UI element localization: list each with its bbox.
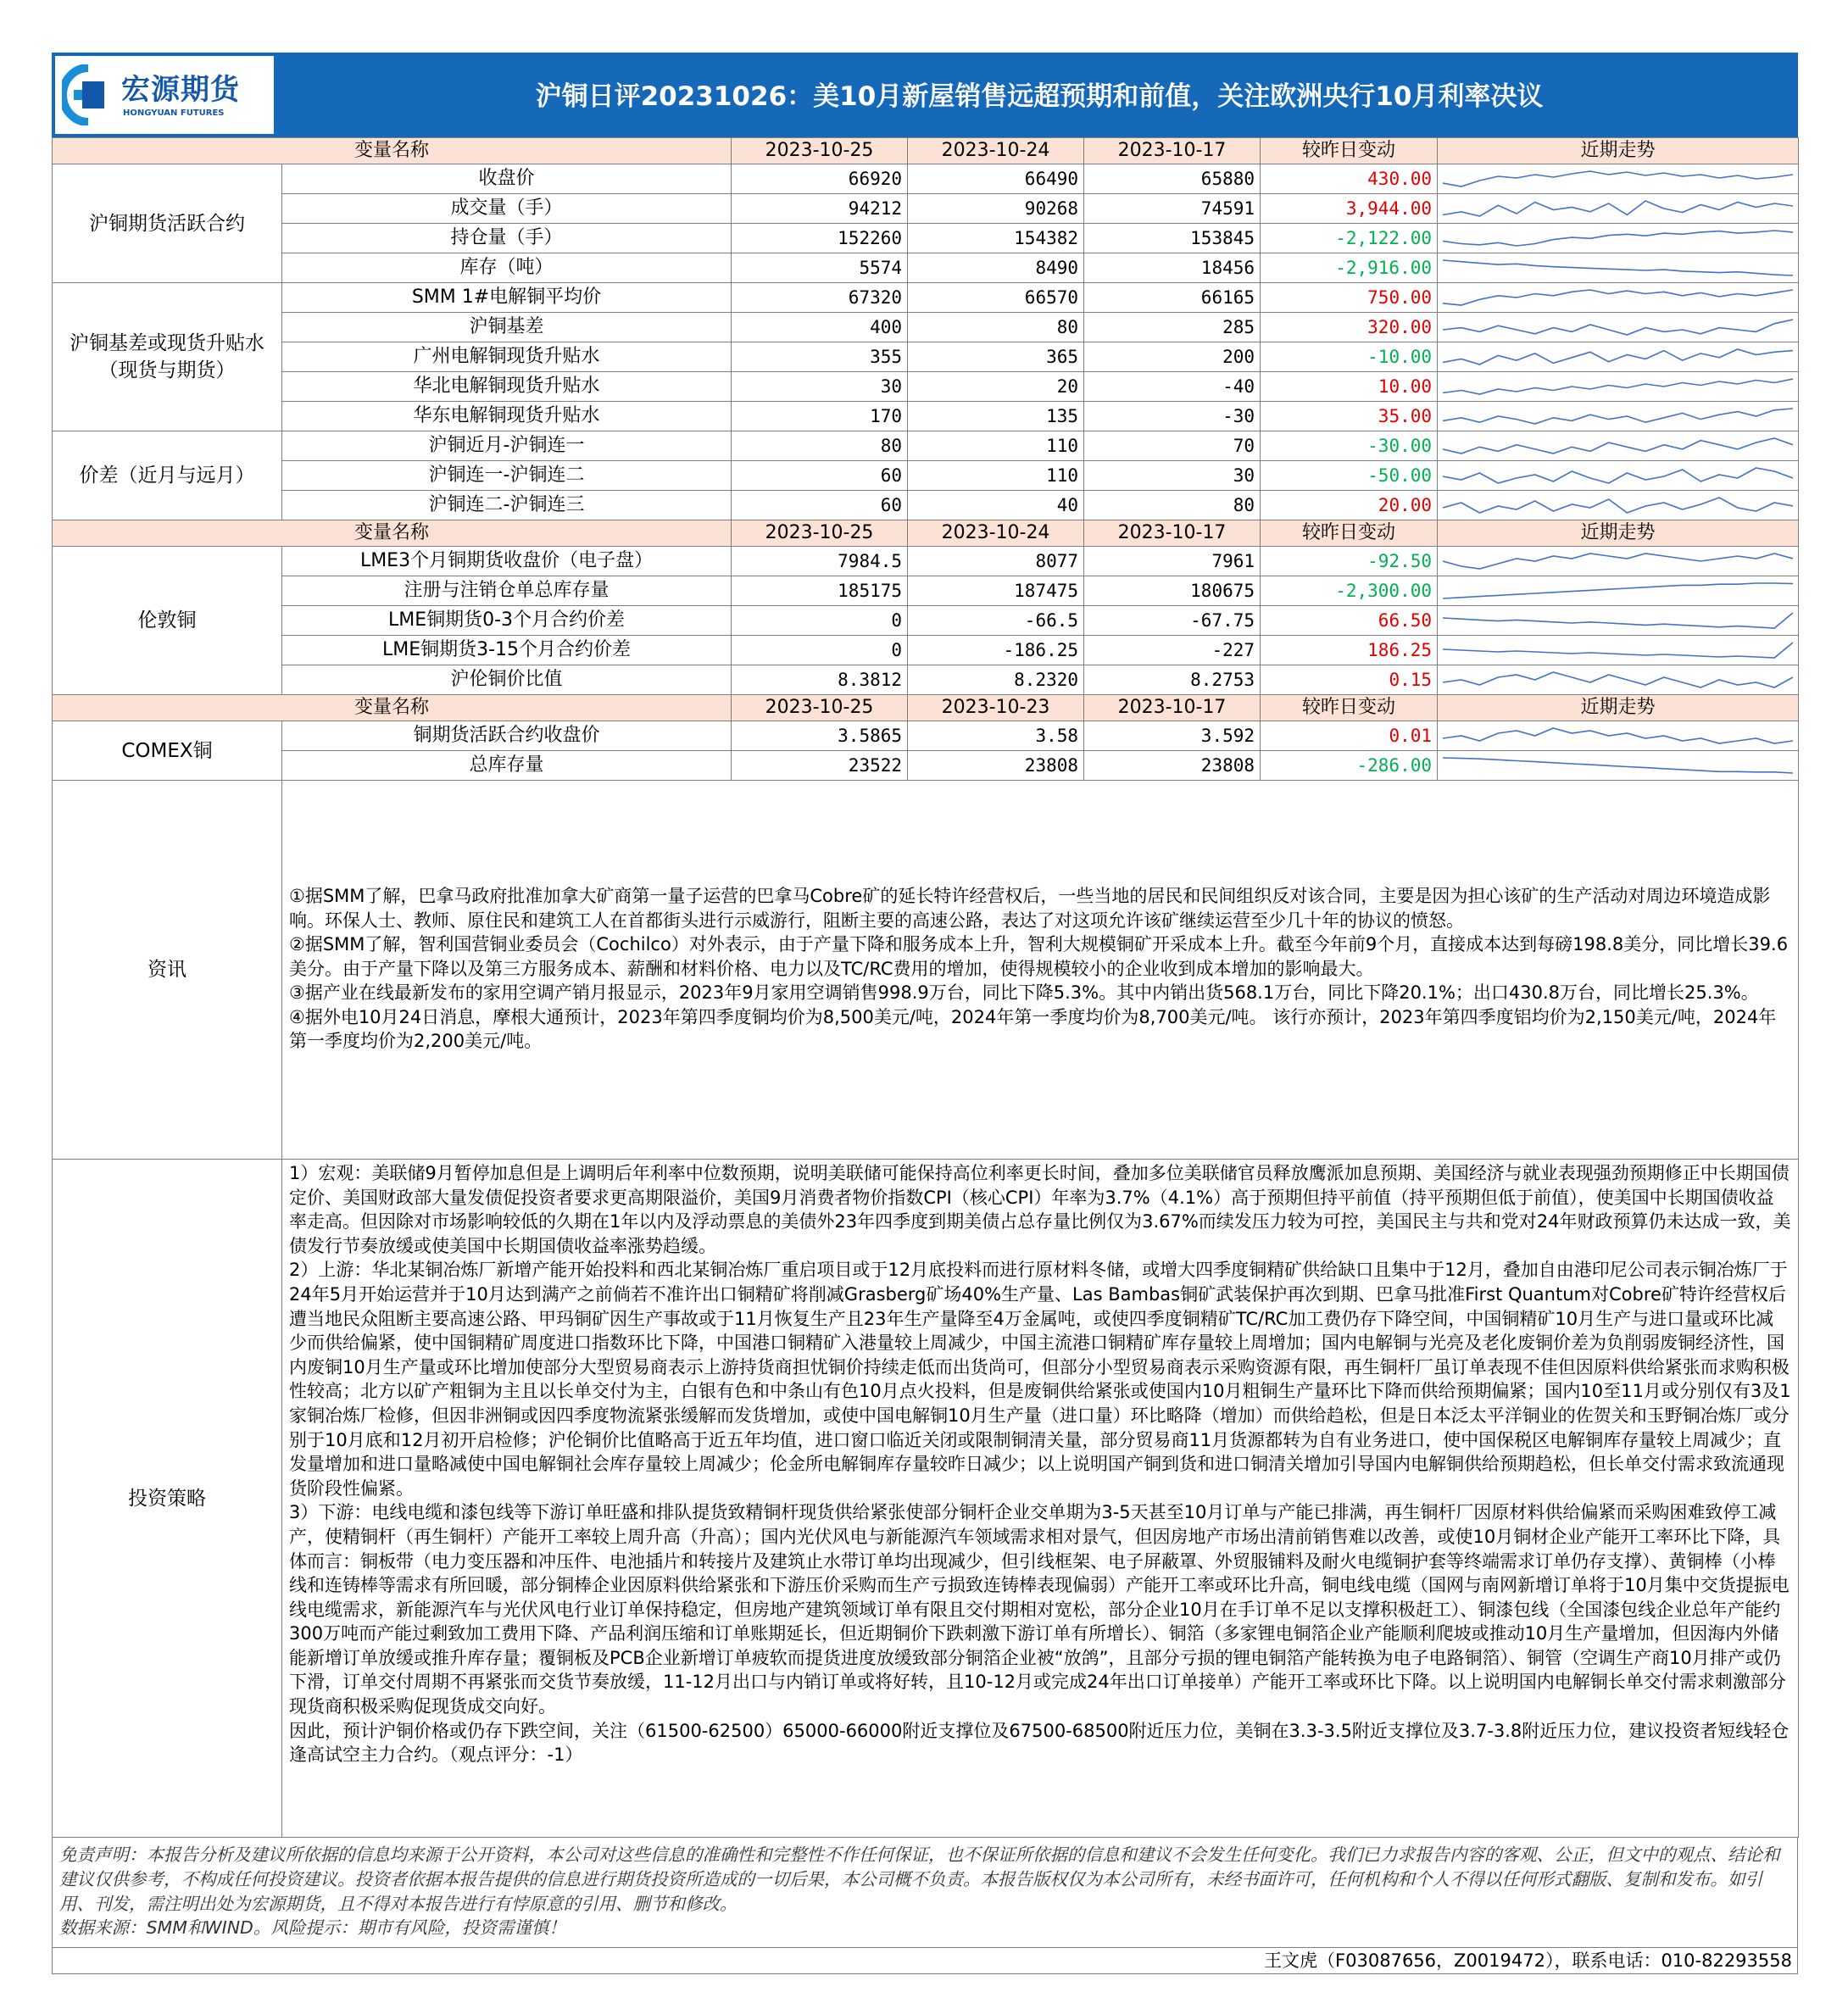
strategy-paragraph: 3）下游：电线电缆和漆包线等下游订单旺盛和排队提货致精铜杆现货供给紧张使部分铜杆企业交单期为3-5天甚至10月订单与产能已排满，再生铜杆厂因原材料供给偏紧而采购困难致停工减产，使精铜杆（再生铜杆）产能开工率较上周升高（升高）；国内光伏风电与新能源汽车领域需求相对景气，但因房地产市场出清前销售难以改善，或使10月铜材企业产能开工率环比下降，具体而言：铜板带（电力变压器和冲压件、电池插片和转接片及建筑止水带订单均出现减少，但引线框架、电子屏蔽罩、外贸服铺料及耐火电缆铜护套等终端需求订单仍存支撑）、黄铜棒（小棒线和连铸棒等需求有所回暖，部分铜棒企业因原料供给紧张和下游压价采购而生产亏损致连铸棒表现偏弱）产能开工率或环比升高，铜电线电缆（国网与南网新增订单将于10月集中交货提振电线电缆需求，新能源汽车与光伏风电行业订单保持稳定，但房地产建筑领域订单有限且交付期相对宽松，部分企业10月在手订单不足以支撑积极赶工）、铜漆包线（全国漆包线企业总年产能约300万吨而产能过剩致加工费用下降、产品利润压缩和订单账期延长，但近期铜价下跌刺激下游订单有所增长）、铜箔（多家锂电铜箔企业产能顺利爬坡或推动10月生产量增加，但因海内外储能新增订单放缓或推升库存量；覆铜板及PCB企业新增订单疲软而提货进度放缓致部分铜箔企业被“放鸽”，且部分亏损的锂电铜箔产能转换为电子电路铜箔）、铜管（空调生产商10月排产或仍下滑，订单交付周期不再紧张而交货节奏放缓，11-12月出口与内销订单或将好转，且10-12月或完成24年出口订单接单）产能开工率或环比下降。以上说明国内电解铜长单交付需求刺激部分现货商积极采购促现货成交向好。 bbox=[289, 1502, 1790, 1717]
logo-text-en: HONGYUAN FUTURES bbox=[123, 109, 225, 118]
value-date-3: 65880 bbox=[1084, 164, 1261, 194]
header-cell: 2023-10-25 bbox=[732, 138, 908, 164]
value-date-2: 8.2320 bbox=[908, 665, 1084, 695]
value-date-2: 135 bbox=[908, 402, 1084, 431]
table-row bbox=[53, 751, 1799, 781]
daily-change: 3,944.00 bbox=[1261, 194, 1438, 224]
daily-change: -2,122.00 bbox=[1261, 224, 1438, 253]
value-date-1: 66920 bbox=[732, 164, 908, 194]
strategy-paragraph: 2）上游：华北某铜冶炼厂新增产能开始投料和西北某铜冶炼厂重启项目或于12月底投料而进行原材料冬储，或增大四季度铜精矿供给缺口且集中于12月，叠加自由港印尼公司表示铜冶炼厂于24年5月开始运营并于10月达到满产之前倘若不准许出口铜精矿将削减Grasberg矿场40%生产量、Las Bambas铜矿武装保护再次到期、巴拿马批准First Quantum对Cobre矿特许经营权后遭当地民众阻断主要高速公路、甲玛铜矿因生产事故或于11月恢复生产且23年生产量降至4万金属吨，或使四季度铜精矿TC/RC加工费仍存下降空间，中国铜精矿10月生产与进口量或环比减少而供给偏紧，使中国铜精矿周度进口指数环比下降，中国港口铜精矿入港量较上周减少，中国主流港口铜精矿库存量较上周增加；国内电解铜与光亮及老化废铜价差为负削弱废铜经济性，国内废铜10月生产量或环比增加使部分大型贸易商表示上游持货商担忧铜价持续走低而出货尚可，但部分小型贸易商表示采购资源有限，再生铜杆厂虽订单表现不佳但因原料供给紧张而求购积极性较高；北方以矿产粗铜为主且以长单交付为主，白银有色和中条山有色10月点火投料，但是废铜供给紧张或使国内10月粗铜生产量环比下降而供给预期偏紧；国内10至11月或分别仅有3及1家铜冶炼厂检修，但因非洲铜或因四季度物流紧张缓解而发货增加，或使中国电解铜10月生产量（进口量）环比略降（增加）而供给趋松，但是日本泛太平洋铜业的佐贺关和玉野铜冶炼厂或分别于10月底和12月初开启检修；沪伦铜价比值略高于近五年均值，进口窗口临近关闭或限制铜清关量，部分贸易商11月货源都转为自有业务进口，使中国保税区电解铜库存量较上周减少；直发量增加和进口量略减使中国电解铜社会库存量较上周减少；伦金所电解铜库存量较昨日减少；以上说明国产铜到货和进口铜清关增加引导国内电解铜供给预期趋松，但长单交付需求致流通现货阶段性偏紧。 bbox=[289, 1260, 1791, 1499]
trend-sparkline-cell bbox=[1438, 402, 1799, 431]
sparkline-line bbox=[1443, 320, 1793, 335]
header-cell: 2023-10-25 bbox=[732, 695, 908, 721]
group-label: 沪铜期货活跃合约 bbox=[53, 164, 282, 283]
value-date-1: 30 bbox=[732, 372, 908, 402]
header-cell: 变量名称 bbox=[53, 138, 732, 164]
variable-name: 总库存量 bbox=[282, 751, 732, 781]
daily-change: 186.25 bbox=[1261, 636, 1438, 665]
trend-sparkline-cell bbox=[1438, 491, 1799, 520]
value-date-2: 23808 bbox=[908, 751, 1084, 781]
sparkline-line bbox=[1443, 468, 1793, 483]
sparkline-line bbox=[1443, 758, 1793, 773]
trend-sparkline-cell bbox=[1438, 721, 1799, 751]
table-row bbox=[53, 402, 1799, 431]
value-date-1: 67320 bbox=[732, 283, 908, 313]
group-label: 伦敦铜 bbox=[53, 547, 282, 695]
trend-sparkline-cell bbox=[1438, 253, 1799, 283]
data-source-text: 数据来源：SMM和WIND。风险提示：期市有风险，投资需谨慎！ bbox=[59, 1917, 566, 1939]
variable-name: 沪铜基差 bbox=[282, 313, 732, 342]
table-row bbox=[53, 606, 1799, 636]
report-sheet bbox=[52, 53, 1798, 1974]
trend-sparkline bbox=[1443, 640, 1793, 660]
trend-sparkline bbox=[1443, 317, 1793, 337]
news-content bbox=[282, 781, 1799, 1160]
variable-name: 广州电解铜现货升贴水 bbox=[282, 342, 732, 372]
variable-name: LME铜期货3-15个月合约价差 bbox=[282, 636, 732, 665]
trend-sparkline bbox=[1443, 670, 1793, 690]
news-label: 资讯 bbox=[53, 781, 282, 1160]
header-cell: 变量名称 bbox=[53, 520, 732, 547]
trend-sparkline bbox=[1443, 198, 1793, 219]
market-data-table bbox=[52, 137, 1799, 1838]
value-date-2: 154382 bbox=[908, 224, 1084, 253]
table-row bbox=[53, 164, 1799, 194]
variable-name: 库存（吨） bbox=[282, 253, 732, 283]
table-row bbox=[53, 194, 1799, 224]
strategy-label: 投资策略 bbox=[53, 1160, 282, 1838]
trend-sparkline bbox=[1443, 228, 1793, 248]
value-date-3: 8.2753 bbox=[1084, 665, 1261, 695]
daily-change: -10.00 bbox=[1261, 342, 1438, 372]
value-date-2: -186.25 bbox=[908, 636, 1084, 665]
value-date-1: 3.5865 bbox=[732, 721, 908, 751]
trend-sparkline-cell bbox=[1438, 751, 1799, 781]
value-date-3: -30 bbox=[1084, 402, 1261, 431]
sparkline-line bbox=[1443, 438, 1793, 453]
value-date-2: 90268 bbox=[908, 194, 1084, 224]
trend-sparkline-cell bbox=[1438, 431, 1799, 461]
trend-sparkline bbox=[1443, 551, 1793, 571]
daily-change: 0.01 bbox=[1261, 721, 1438, 751]
header-cell: 2023-10-17 bbox=[1084, 138, 1261, 164]
value-date-3: 80 bbox=[1084, 491, 1261, 520]
trend-sparkline bbox=[1443, 726, 1793, 746]
table-row bbox=[53, 313, 1799, 342]
header-cell: 较昨日变动 bbox=[1261, 695, 1438, 721]
table-row bbox=[53, 283, 1799, 313]
value-date-2: 20 bbox=[908, 372, 1084, 402]
value-date-1: 80 bbox=[732, 431, 908, 461]
trend-sparkline bbox=[1443, 258, 1793, 278]
value-date-1: 170 bbox=[732, 402, 908, 431]
trend-sparkline bbox=[1443, 376, 1793, 397]
group-label: 价差（近月与远月） bbox=[53, 431, 282, 520]
sparkline-line bbox=[1443, 379, 1793, 394]
trend-sparkline bbox=[1443, 436, 1793, 456]
table-row bbox=[53, 431, 1799, 461]
value-date-2: 110 bbox=[908, 461, 1084, 491]
value-date-2: 66490 bbox=[908, 164, 1084, 194]
header-cell: 2023-10-25 bbox=[732, 520, 908, 547]
variable-name: 注册与注销仓单总库存量 bbox=[282, 576, 732, 606]
trend-sparkline bbox=[1443, 755, 1793, 776]
value-date-3: 30 bbox=[1084, 461, 1261, 491]
trend-sparkline bbox=[1443, 169, 1793, 189]
value-date-2: 8490 bbox=[908, 253, 1084, 283]
value-date-2: 110 bbox=[908, 431, 1084, 461]
sparkline-line bbox=[1443, 349, 1793, 364]
value-date-3: -67.75 bbox=[1084, 606, 1261, 636]
table-row bbox=[53, 491, 1799, 520]
daily-change: 0.15 bbox=[1261, 665, 1438, 695]
table-header-row bbox=[53, 138, 1799, 164]
strategy-content bbox=[282, 1160, 1799, 1838]
variable-name: LME3个月铜期货收盘价（电子盘） bbox=[282, 547, 732, 576]
variable-name: 收盘价 bbox=[282, 164, 732, 194]
trend-sparkline-cell bbox=[1438, 606, 1799, 636]
trend-sparkline-cell bbox=[1438, 665, 1799, 695]
daily-change: 320.00 bbox=[1261, 313, 1438, 342]
sparkline-line bbox=[1443, 643, 1793, 658]
value-date-3: 285 bbox=[1084, 313, 1261, 342]
variable-name: 沪铜连一-沪铜连二 bbox=[282, 461, 732, 491]
sparkline-line bbox=[1443, 290, 1793, 305]
variable-name: 华北电解铜现货升贴水 bbox=[282, 372, 732, 402]
group-label: COMEX铜 bbox=[53, 721, 282, 781]
value-date-3: 66165 bbox=[1084, 283, 1261, 313]
trend-sparkline-cell bbox=[1438, 636, 1799, 665]
news-paragraph: ①据SMM了解，巴拿马政府批准加拿大矿商第一量子运营的巴拿马Cobre矿的延长特许经营权后，一些当地的居民和民间组织反对该合同，主要是因为担心该矿的生产活动对周边环境造成影响。环保人士、教师、原住民和建筑工人在首都街头进行示威游行，阻断主要的高速公路，表达了对这项允许该矿继续运营至少几十年的协议的愤怒。 bbox=[289, 885, 1771, 931]
news-paragraph: ②据SMM了解，智利国营铜业委员会（Cochilco）对外表示，由于产量下降和服务成本上升，智利大规模铜矿开采成本上升。截至今年前9个月，直接成本达到每磅198.8美分，同比增长39.6美分。由于产量下降以及第三方服务成本、薪酬和材料价格、电力以及TC/RC费用的增加，使得规模较小的企业收到成本增加的影响最大。 bbox=[289, 934, 1789, 979]
table-row bbox=[53, 461, 1799, 491]
trend-sparkline bbox=[1443, 610, 1793, 631]
value-date-3: 153845 bbox=[1084, 224, 1261, 253]
table-row bbox=[53, 721, 1799, 751]
daily-change: -2,300.00 bbox=[1261, 576, 1438, 606]
sparkline-line bbox=[1443, 498, 1793, 513]
value-date-2: 365 bbox=[908, 342, 1084, 372]
value-date-1: 152260 bbox=[732, 224, 908, 253]
daily-change: -286.00 bbox=[1261, 751, 1438, 781]
daily-change: -50.00 bbox=[1261, 461, 1438, 491]
value-date-1: 355 bbox=[732, 342, 908, 372]
news-paragraph: ③据产业在线最新发布的家用空调产销月报显示，2023年9月家用空调销售998.9万台，同比下降5.3%。其中内销出货568.1万台，同比下降20.1%；出口430.8万台，同比增长25.3%。 bbox=[289, 982, 1759, 1004]
variable-name: 沪铜连二-沪铜连三 bbox=[282, 491, 732, 520]
value-date-3: -40 bbox=[1084, 372, 1261, 402]
table-row bbox=[53, 372, 1799, 402]
variable-name: 持仓量（手） bbox=[282, 224, 732, 253]
analyst-contact: 王文虎（F03087656，Z0019472），联系电话：010-82293558 bbox=[52, 1947, 1798, 1974]
trend-sparkline-cell bbox=[1438, 313, 1799, 342]
header-cell: 变量名称 bbox=[53, 695, 732, 721]
trend-sparkline-cell bbox=[1438, 576, 1799, 606]
header-cell: 近期走势 bbox=[1438, 138, 1799, 164]
value-date-3: 74591 bbox=[1084, 194, 1261, 224]
daily-change: 10.00 bbox=[1261, 372, 1438, 402]
daily-change: 66.50 bbox=[1261, 606, 1438, 636]
logo-mark-icon bbox=[62, 64, 114, 125]
table-row bbox=[53, 224, 1799, 253]
trend-sparkline-cell bbox=[1438, 547, 1799, 576]
report-title: 沪铜日评20231026：美10月新屋销售远超预期和前值，关注欧洲央行10月利率决议 bbox=[535, 81, 1544, 112]
value-date-2: 3.58 bbox=[908, 721, 1084, 751]
value-date-3: 200 bbox=[1084, 342, 1261, 372]
variable-name: 沪铜近月-沪铜连一 bbox=[282, 431, 732, 461]
news-paragraph: ④据外电10月24日消息，摩根大通预计，2023年第四季度铜均价为8,500美元/吨，2024年第一季度均价为8,700美元/吨。 该行亦预计，2023年第四季度铝均价为2,150美元/吨，2024年第一季度均价为2,200美元/吨。 bbox=[289, 1006, 1777, 1052]
value-date-2: 40 bbox=[908, 491, 1084, 520]
disclaimer bbox=[52, 1838, 1798, 1947]
value-date-2: 80 bbox=[908, 313, 1084, 342]
daily-change: 20.00 bbox=[1261, 491, 1438, 520]
value-date-1: 5574 bbox=[732, 253, 908, 283]
trend-sparkline bbox=[1443, 287, 1793, 308]
variable-name: 铜期货活跃合约收盘价 bbox=[282, 721, 732, 751]
daily-change: 750.00 bbox=[1261, 283, 1438, 313]
header-cell: 2023-10-17 bbox=[1084, 520, 1261, 547]
table-row bbox=[53, 665, 1799, 695]
trend-sparkline bbox=[1443, 495, 1793, 515]
value-date-2: -66.5 bbox=[908, 606, 1084, 636]
trend-sparkline-cell bbox=[1438, 342, 1799, 372]
table-row bbox=[53, 576, 1799, 606]
value-date-1: 0 bbox=[732, 636, 908, 665]
trend-sparkline-cell bbox=[1438, 164, 1799, 194]
trend-sparkline-cell bbox=[1438, 194, 1799, 224]
table-row bbox=[53, 547, 1799, 576]
value-date-1: 8.3812 bbox=[732, 665, 908, 695]
company-logo bbox=[55, 56, 274, 134]
value-date-1: 60 bbox=[732, 461, 908, 491]
header-cell: 2023-10-24 bbox=[908, 138, 1084, 164]
sparkline-line bbox=[1443, 409, 1793, 424]
value-date-3: 23808 bbox=[1084, 751, 1261, 781]
trend-sparkline-cell bbox=[1438, 461, 1799, 491]
value-date-1: 60 bbox=[732, 491, 908, 520]
disclaimer-text: 免责声明：本报告分析及建议所依据的信息均来源于公开资料，本公司对这些信息的准确性和完整性不作任何保证，也不保证所依据的信息和建议不会发生任何变化。我们已力求报告内容的客观、公正，但文中的观点、结论和建议仅供参考，不构成任何投资建议。投资者依据本报告提供的信息进行期货投资所造成的一切后果，本公司概不负责。本报告版权仅为本公司所有，未经书面许可，任何机构和个人不得以任何形式翻版、复制和发布。如引用、刊发，需注明出处为宏源期货，且不得对本报告进行有悖原意的引用、删节和修改。 bbox=[59, 1845, 1780, 1914]
value-date-3: 70 bbox=[1084, 431, 1261, 461]
table-row bbox=[53, 636, 1799, 665]
header-cell: 较昨日变动 bbox=[1261, 520, 1438, 547]
sparkline-line bbox=[1443, 554, 1793, 569]
value-date-3: 7961 bbox=[1084, 547, 1261, 576]
strategy-paragraph: 1）宏观：美联储9月暂停加息但是上调明后年利率中位数预期，说明美联储可能保持高位利率更长时间，叠加多位美联储官员释放鹰派加息预期、美国经济与就业表现强劲预期修正中长期国债定价、美国财政部大量发债促投资者要求更高期限溢价，美国9月消费者物价指数CPI（核心CPI）年率为3.7%（4.1%）高于预期但持平前值（持平预期但低于前值），使美国中长期国债收益率走高。但因除对市场影响较低的久期在1年以内及浮动票息的美债外23年四季度到期美债占总存量比例仅为3.67%而续发压力较为可控，美国民主与共和党对24年财政预算仍未达成一致，美债发行节奏放缓或使美国中长期国债收益率涨势趋缓。 bbox=[289, 1163, 1791, 1256]
value-date-3: 18456 bbox=[1084, 253, 1261, 283]
value-date-3: -227 bbox=[1084, 636, 1261, 665]
logo-text-cn: 宏源期货 bbox=[121, 73, 240, 107]
trend-sparkline-cell bbox=[1438, 283, 1799, 313]
trend-sparkline bbox=[1443, 406, 1793, 426]
header-cell: 2023-10-24 bbox=[908, 520, 1084, 547]
trend-sparkline bbox=[1443, 347, 1793, 367]
sparkline-line bbox=[1443, 672, 1793, 687]
header-cell: 近期走势 bbox=[1438, 695, 1799, 721]
value-date-1: 400 bbox=[732, 313, 908, 342]
value-date-3: 180675 bbox=[1084, 576, 1261, 606]
header-cell: 近期走势 bbox=[1438, 520, 1799, 547]
report-header bbox=[52, 53, 1798, 137]
variable-name: LME铜期货0-3个月合约价差 bbox=[282, 606, 732, 636]
value-date-2: 187475 bbox=[908, 576, 1084, 606]
value-date-1: 0 bbox=[732, 606, 908, 636]
header-cell: 较昨日变动 bbox=[1261, 138, 1438, 164]
variable-name: 沪伦铜价比值 bbox=[282, 665, 732, 695]
daily-change: 35.00 bbox=[1261, 402, 1438, 431]
daily-change: -92.50 bbox=[1261, 547, 1438, 576]
sparkline-line bbox=[1443, 201, 1793, 216]
sparkline-line bbox=[1443, 260, 1793, 275]
value-date-3: 3.592 bbox=[1084, 721, 1261, 751]
trend-sparkline-cell bbox=[1438, 224, 1799, 253]
value-date-1: 94212 bbox=[732, 194, 908, 224]
variable-name: 华东电解铜现货升贴水 bbox=[282, 402, 732, 431]
table-header-row bbox=[53, 520, 1799, 547]
sparkline-line bbox=[1443, 728, 1793, 743]
value-date-2: 66570 bbox=[908, 283, 1084, 313]
header-cell: 2023-10-17 bbox=[1084, 695, 1261, 721]
daily-change: 430.00 bbox=[1261, 164, 1438, 194]
table-row bbox=[53, 253, 1799, 283]
table-row bbox=[53, 342, 1799, 372]
trend-sparkline bbox=[1443, 465, 1793, 486]
daily-change: -2,916.00 bbox=[1261, 253, 1438, 283]
strategy-paragraph: 因此，预计沪铜价格或仍存下跌空间，关注（61500-62500）65000-66000附近支撑位及67500-68500附近压力位，美铜在3.3-3.5附近支撑位及3.7-3.8附近压力位，建议投资者短线轻仓逢高试空主力合约。（观点评分：-1） bbox=[289, 1720, 1790, 1766]
group-label: 沪铜基差或现货升贴水（现货与期货） bbox=[53, 283, 282, 431]
value-date-1: 185175 bbox=[732, 576, 908, 606]
variable-name: 成交量（手） bbox=[282, 194, 732, 224]
sparkline-line bbox=[1443, 171, 1793, 186]
sparkline-line bbox=[1443, 613, 1793, 628]
sparkline-line bbox=[1443, 583, 1793, 598]
daily-change: -30.00 bbox=[1261, 431, 1438, 461]
header-cell: 2023-10-23 bbox=[908, 695, 1084, 721]
value-date-1: 23522 bbox=[732, 751, 908, 781]
value-date-2: 8077 bbox=[908, 547, 1084, 576]
variable-name: SMM 1#电解铜平均价 bbox=[282, 283, 732, 313]
trend-sparkline-cell bbox=[1438, 372, 1799, 402]
value-date-1: 7984.5 bbox=[732, 547, 908, 576]
trend-sparkline bbox=[1443, 581, 1793, 601]
sparkline-line bbox=[1443, 231, 1793, 246]
table-header-row bbox=[53, 695, 1799, 721]
